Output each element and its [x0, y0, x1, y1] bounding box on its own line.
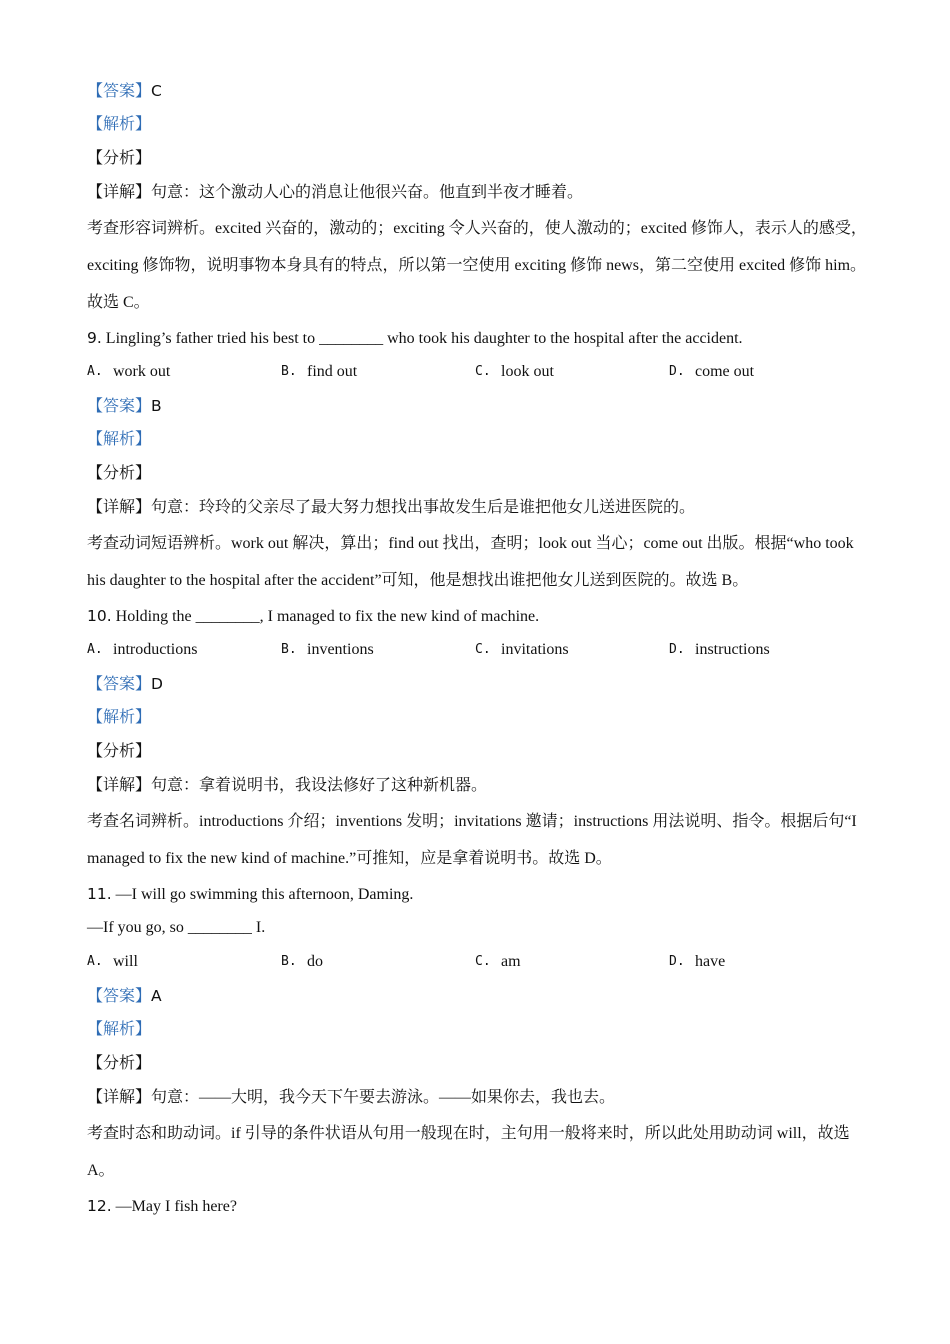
- question-number: 10.: [87, 607, 112, 625]
- question-number: 9.: [87, 329, 102, 347]
- detail-line: [87, 1081, 867, 1115]
- option-c: C. invitations: [475, 641, 569, 658]
- answer-value: C: [151, 82, 162, 100]
- analysis-label: 【解析】: [87, 431, 152, 448]
- question-number: 12.: [87, 1197, 112, 1215]
- answer-line: [87, 389, 867, 423]
- option-a: A. work out: [87, 363, 171, 380]
- question-12: [87, 1189, 867, 1223]
- question-text: Lingling’s father tried his best to ________ who took his daughter to the hospital after the accident.: [101, 330, 743, 347]
- question-text: —May I fish here?: [111, 1198, 237, 1215]
- question-10: [87, 599, 867, 633]
- option-c: C. am: [475, 953, 521, 970]
- document-page: [87, 74, 867, 1223]
- fenxi-label: 【分析】: [87, 743, 152, 760]
- answer-label: 【答案】: [87, 676, 152, 693]
- options-row: [87, 945, 867, 979]
- question-number: 11.: [87, 885, 112, 903]
- analysis-label: 【解析】: [87, 116, 152, 133]
- option-d: D. come out: [669, 363, 755, 380]
- detail-label: 【详解】: [87, 184, 152, 201]
- options-row: [87, 355, 867, 389]
- answer-line: [87, 667, 867, 701]
- option-a: A. will: [87, 953, 138, 970]
- fenxi-label: 【分析】: [87, 465, 152, 482]
- fenxi-label: 【分析】: [87, 1055, 152, 1072]
- explanation-text: 考查形容词辨析。excited 兴奋的，激动的；exciting 令人兴奋的，使人激动的；excited 修饰人，表示人的感受，exciting 修饰物，说明事物本身具有的特点，所以第一空使用 exciting 修饰 news，第二空使用 excited 修饰 him。故选 C。: [87, 220, 867, 311]
- answer-value: B: [151, 397, 162, 415]
- option-c: C. look out: [475, 363, 554, 380]
- answer-label: 【答案】: [87, 83, 152, 100]
- answer-label: 【答案】: [87, 988, 152, 1005]
- answer-line: [87, 74, 867, 108]
- detail-text: 句意：玲玲的父亲尽了最大努力想找出事故发生后是谁把他女儿送进医院的。: [151, 499, 696, 516]
- detail-line: [87, 769, 867, 803]
- detail-label: 【详解】: [87, 1089, 152, 1106]
- detail-text: 句意：——大明，我今天下午要去游泳。——如果你去，我也去。: [151, 1089, 616, 1106]
- option-b: B. find out: [281, 363, 358, 380]
- options-row: [87, 633, 867, 667]
- detail-line: [87, 176, 867, 210]
- explanation-text: 考查动词短语辨析。work out 解决，算出；find out 找出，查明；look out 当心；come out 出版。根据“who took his daughter to the hospital after the accident”可知，他是想找出谁把他女儿送到医院的。故选 B。: [87, 535, 854, 589]
- question-text: —I will go swimming this afternoon, Daming.: [111, 886, 414, 903]
- question-text: Holding the ________, I managed to fix the new kind of machine.: [111, 608, 540, 625]
- analysis-label: 【解析】: [87, 709, 152, 726]
- detail-text: 句意：这个激动人心的消息让他很兴奋。他直到半夜才睡着。: [151, 184, 584, 201]
- answer-line: [87, 979, 867, 1013]
- answer-label: 【答案】: [87, 398, 152, 415]
- detail-text: 句意：拿着说明书，我设法修好了这种新机器。: [151, 777, 488, 794]
- answer-value: A: [151, 987, 162, 1005]
- detail-label: 【详解】: [87, 777, 152, 794]
- detail-line: [87, 491, 867, 525]
- explanation-text: 考查时态和助动词。if 引导的条件状语从句用一般现在时，主句用一般将来时，所以此处用助动词 will，故选 A。: [87, 1125, 850, 1179]
- option-b: B. do: [281, 953, 323, 970]
- question-text-2: —If you go, so ________ I.: [87, 919, 266, 936]
- answer-value: D: [151, 675, 163, 693]
- question-9: [87, 321, 867, 355]
- option-d: D. have: [669, 953, 726, 970]
- detail-label: 【详解】: [87, 499, 152, 516]
- option-d: D. instructions: [669, 641, 770, 658]
- option-a: A. introductions: [87, 641, 198, 658]
- analysis-label: 【解析】: [87, 1021, 152, 1038]
- explanation-text: 考查名词辨析。introductions 介绍；inventions 发明；invitations 邀请；instructions 用法说明、指令。根据后句“I managed to fix the new kind of machine.”可推知，应是拿着说明书。故选 D。: [87, 813, 857, 867]
- fenxi-label: 【分析】: [87, 150, 152, 167]
- option-b: B. inventions: [281, 641, 374, 658]
- question-11: [87, 877, 867, 911]
